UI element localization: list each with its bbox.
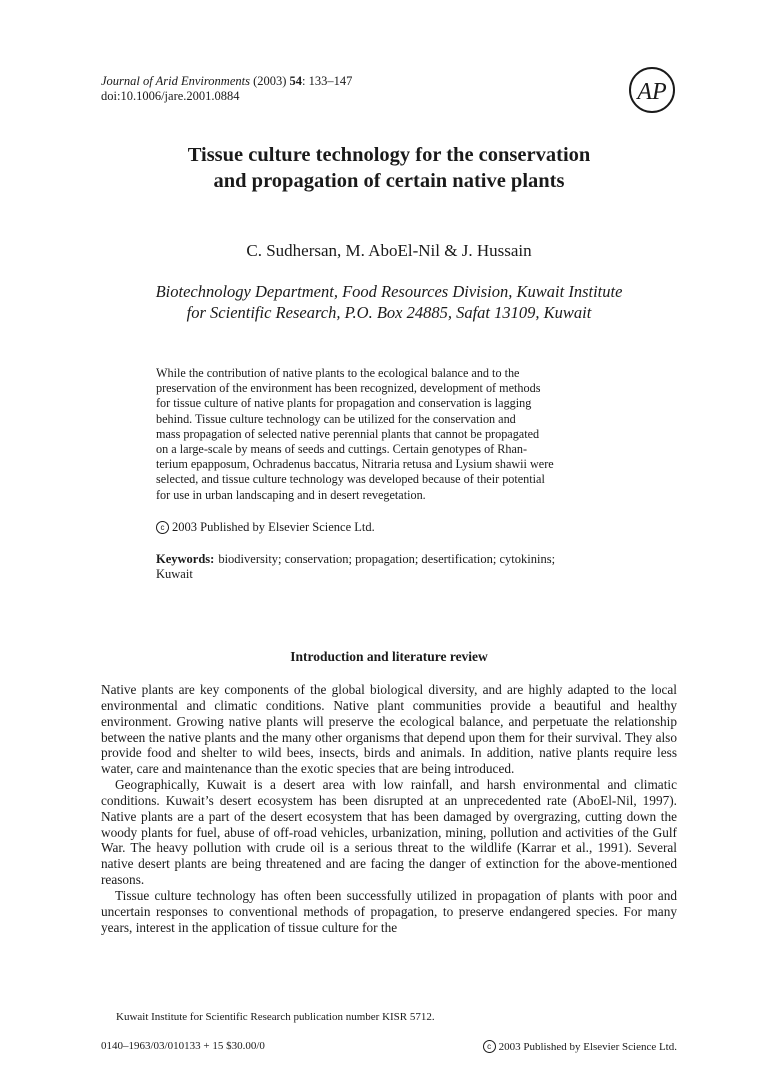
abstract-line: mass propagation of selected native perennial plants that cannot be propagated bbox=[156, 426, 540, 441]
keywords bbox=[156, 552, 622, 582]
publisher-logo-text: AP bbox=[637, 79, 667, 105]
abstract-line: preservation of the environment has been recognized, development of methods bbox=[156, 381, 541, 396]
footer-copyright bbox=[483, 1040, 677, 1054]
paper-title-line-1: Tissue culture technology for the conservation bbox=[187, 144, 591, 166]
abstract-line: While the contribution of native plants to the ecological balance and to the bbox=[156, 366, 520, 380]
keywords-text-continued: Kuwait bbox=[156, 567, 193, 581]
abstract-line: on a large-scale by means of seeds and cuttings. Certain genotypes of Rhan- bbox=[156, 442, 528, 457]
authors: C. Sudhersan, M. AboEl-Nil & J. Hussain bbox=[246, 241, 532, 260]
copyright-notice bbox=[156, 520, 375, 535]
footer-issn: 0140–1963/03/010133 + 15 $30.00/0 bbox=[101, 1040, 265, 1052]
journal-volume: 54 bbox=[289, 74, 303, 88]
footnote: Kuwait Institute for Scientific Research publication number KISR 5712. bbox=[116, 1011, 435, 1023]
abstract-line: for use in urban landscaping and in desert revegetation. bbox=[156, 487, 426, 502]
keywords-label: Keywords: bbox=[156, 552, 215, 566]
body-paragraph: Geographically, Kuwait is a desert area with low rainfall, and harsh environmental and climatic conditions. Kuwait’s desert ecosystem has been disrupted at an unprecedented rate (AboEl-Nil, 1997). Native plants are a part of the desert ecosystem that has been damaged by overgrazing, cutting down the woody plants for fuel, abuse of off-road vehicles, urbanization, mining, pollution and activities of the Gulf War. The heavy pollution with crude oil is a serious threat to the wildlife (Karrar et al., 1991). Several native desert plants are being threatened and are facing the danger of extinction for the above-mentioned reasons. bbox=[101, 777, 677, 888]
body-text bbox=[101, 682, 677, 936]
publisher-logo bbox=[628, 66, 676, 114]
body-paragraph: Tissue culture technology has often been successfully utilized in propagation of plants with poor and uncertain responses to conventional methods of propagation, to preserve endangered species. For many years, interest in the application of tissue culture for the bbox=[101, 887, 677, 935]
copyright-text: 2003 Published by Elsevier Science Ltd. bbox=[172, 520, 375, 534]
footer-copyright-text: 2003 Published by Elsevier Science Ltd. bbox=[498, 1041, 677, 1053]
body-paragraph: Native plants are key components of the global biological diversity, and are highly adapted to the local environmental and climatic conditions. Native plant communities provide a beautiful and healthy environment. Growing native plants will preserve the ecological balance, and perpetuate the relationship between the native plants and the many other organisms that depend upon them for their survival. They also provide food and shelter to wild bees, insects, birds and animals. In addition, native plants require less water, care and maintenance than the exotic species that are being introduced. bbox=[101, 682, 677, 777]
journal-pages: : 133–147 bbox=[302, 74, 353, 88]
journal-citation bbox=[101, 74, 352, 89]
keywords-text: biodiversity; conservation; propagation; desertification; cytokinins; bbox=[218, 552, 556, 566]
affiliation bbox=[101, 281, 677, 323]
abstract bbox=[156, 366, 622, 503]
paper-title-line-2: and propagation of certain native plants bbox=[213, 170, 565, 192]
abstract-line: terium epapposum, Ochradenus baccatus, Nitraria retusa and Lysium shawii were bbox=[156, 457, 554, 472]
doi-link[interactable]: doi:10.1006/jare.2001.0884 bbox=[101, 89, 240, 103]
journal-name: Journal of Arid Environments bbox=[101, 74, 250, 88]
abstract-line: behind. Tissue culture technology can be utilized for the conservation and bbox=[156, 411, 516, 426]
copyright-icon: c bbox=[483, 1040, 496, 1053]
section-heading: Introduction and literature review bbox=[290, 649, 488, 664]
copyright-icon: c bbox=[156, 521, 169, 534]
affiliation-line-2: for Scientific Research, P.O. Box 24885, Safat 13109, Kuwait bbox=[186, 303, 592, 322]
abstract-line: selected, and tissue culture technology was developed because of their potential bbox=[156, 472, 545, 487]
journal-year: (2003) bbox=[253, 74, 287, 88]
paper-title bbox=[101, 142, 677, 194]
abstract-line: for tissue culture of native plants for propagation and conservation is lagging bbox=[156, 396, 532, 411]
affiliation-line-1: Biotechnology Department, Food Resources Division, Kuwait Institute bbox=[155, 282, 623, 301]
